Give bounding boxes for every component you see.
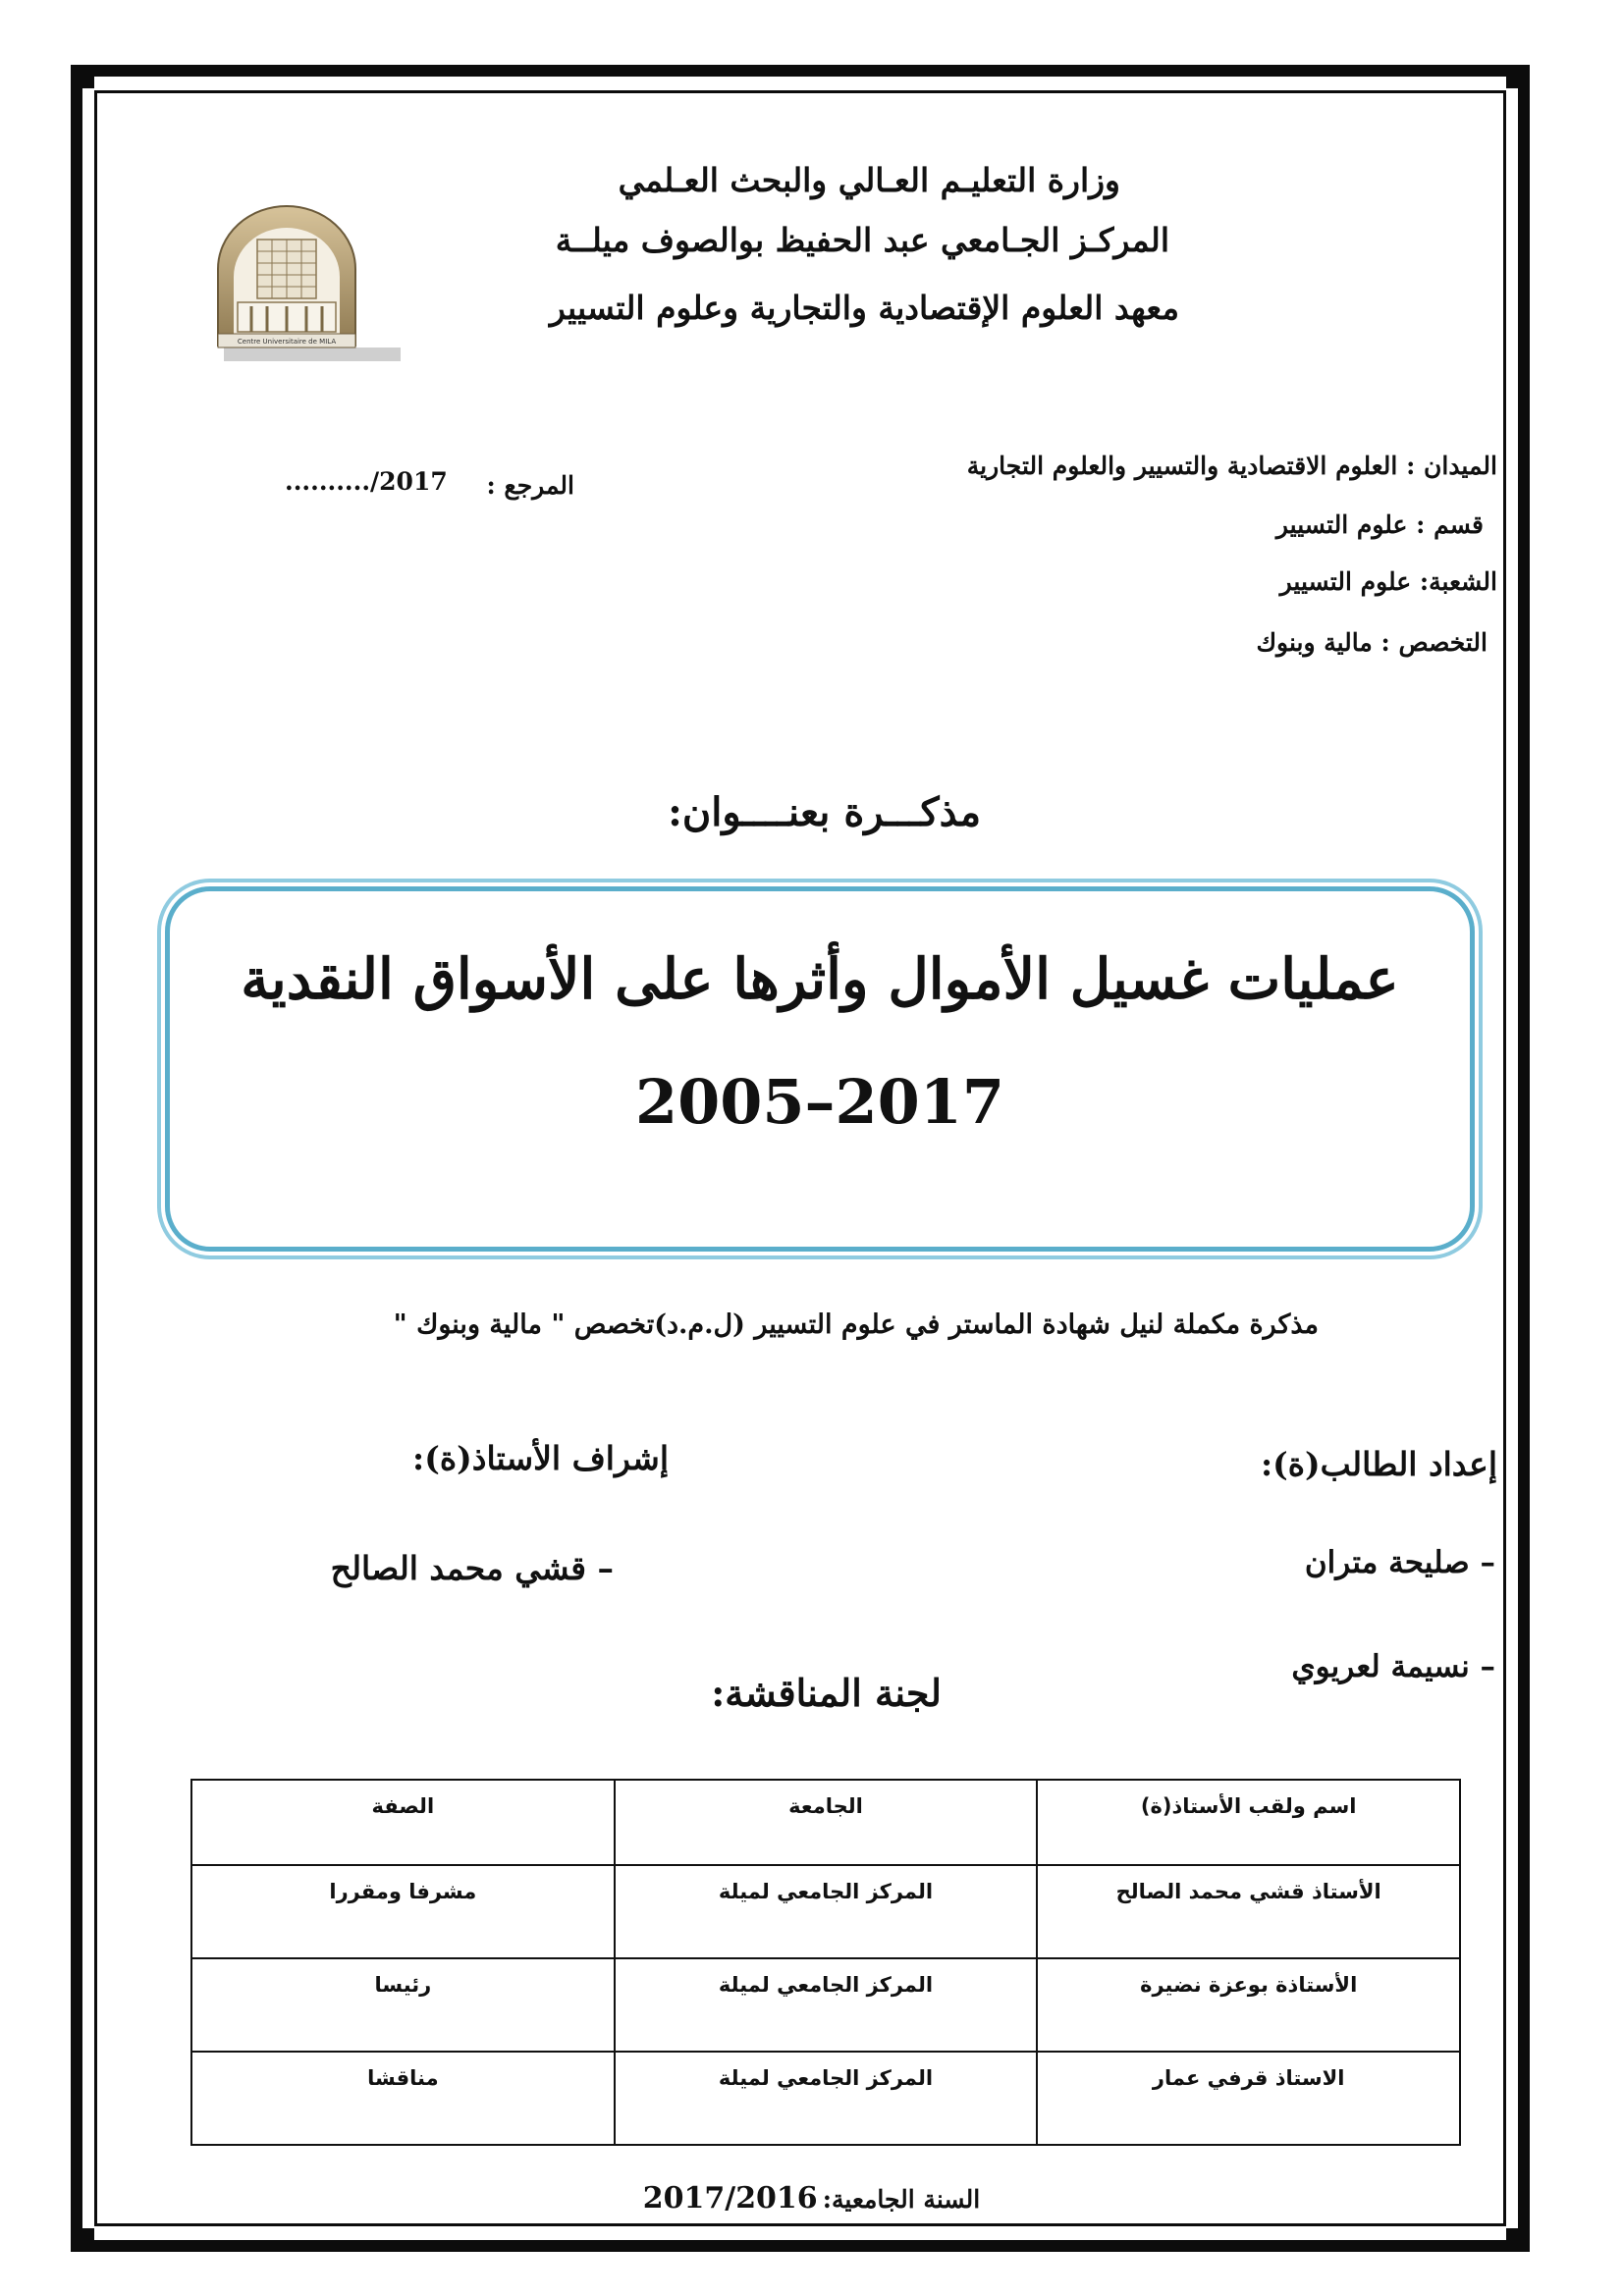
thesis-years: 2005–2017 <box>634 1066 1005 1138</box>
prepared-label: إعداد الطالب(ة): <box>1260 1445 1497 1483</box>
field-line: الميدان : العلوم الاقتصادية والتسيير والعلوم التجارية <box>966 452 1497 480</box>
academic-year-label: السنة الجامعية: <box>822 2185 981 2214</box>
committee-table <box>190 1779 1461 2146</box>
academic-year <box>0 2181 1623 2216</box>
center-line: المركـز الجـامعي عبد الحفيظ بوالصوف ميلــة <box>555 221 1169 259</box>
member-university: المركز الجامعي لميلة <box>615 2052 1038 2145</box>
supervisor-label: إشراف الأستاذ(ة): <box>412 1439 669 1477</box>
member-name: الأستاذ قشي محمد الصالح <box>1037 1865 1460 1958</box>
member-university: المركز الجامعي لميلة <box>615 1865 1038 1958</box>
member-name: الأستاذة بوعزة نضيرة <box>1037 1958 1460 2052</box>
title-box <box>165 886 1475 1252</box>
student-name: – نسيمة لعريوي <box>1291 1649 1495 1684</box>
specialty-line: التخصص : مالية وبنوك <box>1256 628 1488 657</box>
member-role: مشرفا ومقررا <box>191 1865 615 1958</box>
degree-line: مذكرة مكملة لنيل شهادة الماستر في علوم التسيير (ل.م.د)تخصص " مالية وبنوك " <box>393 1309 1319 1340</box>
member-role: رئيسا <box>191 1958 615 2052</box>
academic-year-value: 2017/2016 <box>642 2181 818 2216</box>
table-header-row <box>191 1780 1460 1865</box>
table-row <box>191 1958 1460 2052</box>
column-header-name: اسم ولقب الأستاذ(ة) <box>1037 1780 1460 1865</box>
table-row <box>191 2052 1460 2145</box>
frame-corner <box>71 65 94 88</box>
frame-corner <box>71 2228 94 2252</box>
department-line: قسم : علوم التسيير <box>1275 510 1484 539</box>
memo-heading: مذكـــرة بعنــــوان: <box>668 789 981 835</box>
institute-line: معهد العلوم الإقتصادية والتجارية وعلوم التسيير <box>549 289 1179 327</box>
supervisor-name: – قشي محمد الصالح <box>330 1549 614 1587</box>
table-row <box>191 1865 1460 1958</box>
logo-caption: Centre Universitaire de MILA <box>237 338 337 346</box>
reference-label: المرجع : <box>486 471 574 500</box>
committee-heading: لجنة المناقشة: <box>711 1671 942 1715</box>
member-name: الاستاذ قرفي عمار <box>1037 2052 1460 2145</box>
member-university: المركز الجامعي لميلة <box>615 1958 1038 2052</box>
branch-line: الشعبة: علوم التسيير <box>1279 567 1497 596</box>
column-header-university: الجامعة <box>615 1780 1038 1865</box>
thesis-title: عمليات غسيل الأموال وأثرها على الأسواق النقدية <box>241 946 1399 1012</box>
column-header-role: الصفة <box>191 1780 615 1865</box>
reference-value: ........../2017 <box>285 467 448 496</box>
ministry-line: وزارة التعليـم العـالي والبحث العـلمي <box>618 161 1120 199</box>
frame-corner <box>1506 65 1530 88</box>
frame-corner <box>1506 2228 1530 2252</box>
university-logo <box>204 200 403 367</box>
student-name: – صليحة متران <box>1304 1545 1495 1580</box>
member-role: مناقشا <box>191 2052 615 2145</box>
